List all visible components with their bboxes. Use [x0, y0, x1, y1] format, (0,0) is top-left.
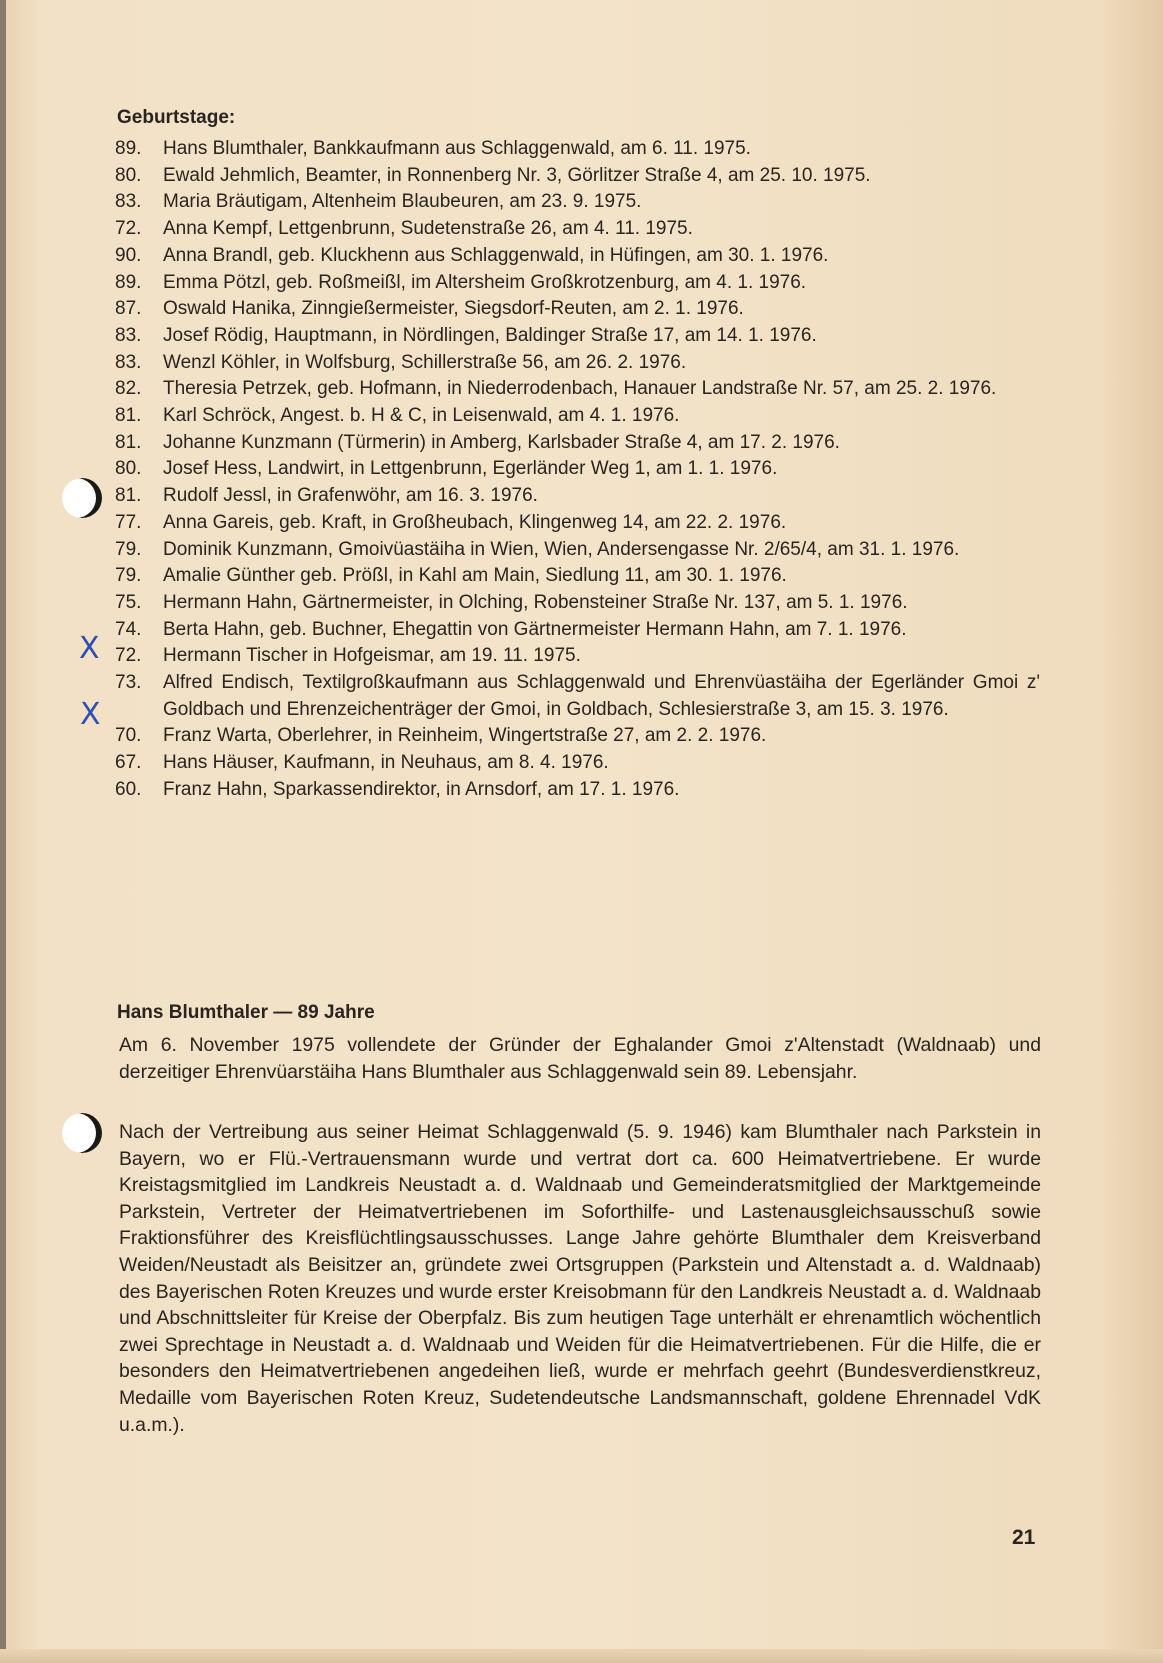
birthday-text: Anna Kempf, Lettgenbrunn, Sudetenstraße 26, am 4. 11. 1975. [163, 218, 693, 240]
article-heading: Hans Blumthaler — 89 Jahre [117, 1002, 375, 1023]
birthday-text: Wenzl Köhler, in Wolfsburg, Schillerstraße 56, am 26. 2. 1976. [163, 351, 687, 373]
list-item [115, 216, 1040, 243]
list-item [115, 296, 1040, 323]
birthday-age: 60. [115, 778, 142, 800]
list-item [115, 189, 1040, 216]
birthday-list [115, 136, 1040, 804]
birthday-text: Anna Gareis, geb. Kraft, in Großheubach, Klingenweg 14, am 22. 2. 1976. [163, 511, 787, 533]
article-paragraph: Am 6. November 1975 vollendete der Gründer der Eghalander Gmoi z'Altenstadt (Waldnaab) und derzeitiger Ehrenvüarstäiha Hans Blumthaler aus Schlaggenwald sein 89. Lebensjahr. [119, 1034, 1041, 1083]
birthday-age: 83. [115, 191, 142, 213]
birthday-text: Theresia Petrzek, geb. Hofmann, in Niederrodenbach, Hanauer Landstraße Nr. 57, am 25. 2. 1976. [163, 378, 997, 400]
list-item [115, 563, 1040, 590]
list-item [115, 537, 1040, 564]
list-item [115, 456, 1040, 483]
birthday-age: 79. [115, 538, 142, 560]
birthday-text: Franz Warta, Oberlehrer, in Reinheim, Wingertstraße 27, am 2. 2. 1976. [163, 725, 767, 747]
birthday-age: 89. [115, 138, 142, 159]
birthday-age: 82. [115, 378, 142, 400]
list-item [115, 430, 1040, 457]
birthday-text: Berta Hahn, geb. Buchner, Ehegattin von Gärtnermeister Hermann Hahn, am 7. 1. 1976. [163, 618, 907, 640]
handwritten-x-mark: X [80, 697, 101, 732]
list-item [115, 323, 1040, 350]
page-binding-edge [0, 0, 6, 1663]
birthday-text: Johanne Kunzmann (Türmerin) in Amberg, Karlsbader Straße 4, am 17. 2. 1976. [163, 431, 840, 453]
birthday-text: Hermann Tischer in Hofgeismar, am 19. 11. 1975. [163, 645, 581, 667]
birthday-text: Maria Bräutigam, Altenheim Blaubeuren, am 23. 9. 1975. [163, 191, 642, 213]
birthday-age: 80. [115, 164, 142, 186]
birthday-text: Josef Rödig, Hauptmann, in Nördlingen, Baldinger Straße 17, am 14. 1. 1976. [163, 324, 817, 346]
birthday-text: Hans Häuser, Kaufmann, in Neuhaus, am 8. 4. 1976. [163, 752, 609, 774]
birthday-age: 73. [115, 672, 142, 694]
birthday-age: 70. [115, 725, 142, 747]
list-item [115, 723, 1040, 750]
page-bottom-edge [0, 1649, 1163, 1663]
birthday-age: 90. [115, 244, 142, 266]
birthday-age: 74. [115, 618, 142, 640]
birthday-text: Hans Blumthaler, Bankkaufmann aus Schlaggenwald, am 6. 11. 1975. [163, 138, 751, 159]
birthday-age: 87. [115, 298, 142, 320]
list-item [115, 670, 1040, 723]
punch-hole [62, 1113, 102, 1153]
birthday-age: 77. [115, 511, 142, 533]
list-item [115, 163, 1040, 190]
list-item [115, 510, 1040, 537]
birthday-text: Franz Hahn, Sparkassendirektor, in Arnsdorf, am 17. 1. 1976. [163, 778, 680, 800]
article-paragraph: Nach der Vertreibung aus seiner Heimat Schlaggenwald (5. 9. 1946) kam Blumthaler nach Parkstein in Bayern, wo er Flü.-Vertrauensmann wurde und vertrat dort ca. 600 Heimatvertriebene. Er wurde Kreistagsmitglied im Landkreis Neustadt a. d. Waldnaab und Gemeinderatsmitglied der Marktgemeinde Parkstein, Vertreter der Heimatvertriebenen im Soforthilfe- und Lastenausgleichsausschuß sowie Fraktionsführer des Kreisflüchtlingsausschusses. Lange Jahre gehörte Blumthaler dem Kreisverband Weiden/Neustadt als Beisitzer an, gründete zwei Ortsgruppen (Parkstein und Altenstadt a. d. Waldnaab) des Bayerischen Roten Kreuzes und wurde erster Kreisobmann für den Landkreis Neustadt a. d. Waldnaab und Abschnittsleiter für Kreise der Oberpfalz. Bis zum heutigen Tage unterhält er ehrenamtlich wöchentlich zwei Sprechtage in Neustadt a. d. Waldnaab und Weiden für die Heimatvertriebenen. Für die Hilfe, die er besonders den Heimatvertriebenen angedeihen ließ, wurde er mehrfach geehrt (Bundesverdienstkreuz, Medaille vom Bayerischen Roten Kreuz, Sudetendeutsche Landsmannschaft, goldene Ehrennadel VdK u.a.m.). [119, 1121, 1041, 1436]
list-item [115, 403, 1040, 430]
list-item [115, 136, 1040, 163]
birthday-text: Josef Hess, Landwirt, in Lettgenbrunn, Egerländer Weg 1, am 1. 1. 1976. [163, 458, 778, 480]
birthday-text: Amalie Günther geb. Prößl, in Kahl am Main, Siedlung 11, am 30. 1. 1976. [163, 565, 787, 587]
punch-hole [62, 478, 102, 518]
birthday-text: Alfred Endisch, Textilgroßkaufmann aus Schlaggenwald und Ehrenvüastäiha der Egerländer Gmoi z' Goldbach und Ehrenzeichenträger der Gmoi, in Goldbach, Schlesierstraße 3, am 15. 3. 1976. [163, 672, 1040, 720]
handwritten-x-mark: X [79, 631, 100, 666]
birthday-age: 72. [115, 645, 142, 667]
birthday-text: Anna Brandl, geb. Kluckhenn aus Schlaggenwald, in Hüfingen, am 30. 1. 1976. [163, 244, 829, 266]
list-item [115, 243, 1040, 270]
birthday-age: 89. [115, 271, 142, 293]
birthdays-heading: Geburtstage: [117, 107, 236, 128]
birthday-age: 81. [115, 485, 142, 507]
birthday-text: Hermann Hahn, Gärtnermeister, in Olching, Robensteiner Straße Nr. 137, am 5. 1. 1976. [163, 591, 908, 613]
list-item [115, 483, 1040, 510]
birthday-age: 83. [115, 351, 142, 373]
birthday-text: Dominik Kunzmann, Gmoivüastäiha in Wien, Wien, Andersengasse Nr. 2/65/4, am 31. 1. 1976. [163, 538, 960, 560]
birthday-text: Rudolf Jessl, in Grafenwöhr, am 16. 3. 1976. [163, 485, 538, 507]
birthday-age: 75. [115, 591, 142, 613]
birthday-age: 67. [115, 752, 142, 774]
birthday-age: 80. [115, 458, 142, 480]
list-item [115, 270, 1040, 297]
birthday-age: 72. [115, 218, 142, 240]
birthday-age: 79. [115, 565, 142, 587]
list-item [115, 750, 1040, 777]
birthday-text: Ewald Jehmlich, Beamter, in Ronnenberg Nr. 3, Görlitzer Straße 4, am 25. 10. 1975. [163, 164, 871, 186]
list-item [115, 590, 1040, 617]
birthday-text: Emma Pötzl, geb. Roßmeißl, im Altersheim Großkrotzenburg, am 4. 1. 1976. [163, 271, 807, 293]
list-item [115, 617, 1040, 644]
birthday-age: 83. [115, 324, 142, 346]
page-number: 21 [1012, 1526, 1036, 1549]
list-item [115, 643, 1040, 670]
birthday-age: 81. [115, 431, 142, 453]
list-item [115, 350, 1040, 377]
birthday-text: Oswald Hanika, Zinngießermeister, Siegsdorf-Reuten, am 2. 1. 1976. [163, 298, 744, 320]
birthday-age: 81. [115, 405, 142, 427]
list-item [115, 777, 1040, 804]
birthday-text: Karl Schröck, Angest. b. H & C, in Leisenwald, am 4. 1. 1976. [163, 405, 680, 427]
list-item [115, 376, 1040, 403]
